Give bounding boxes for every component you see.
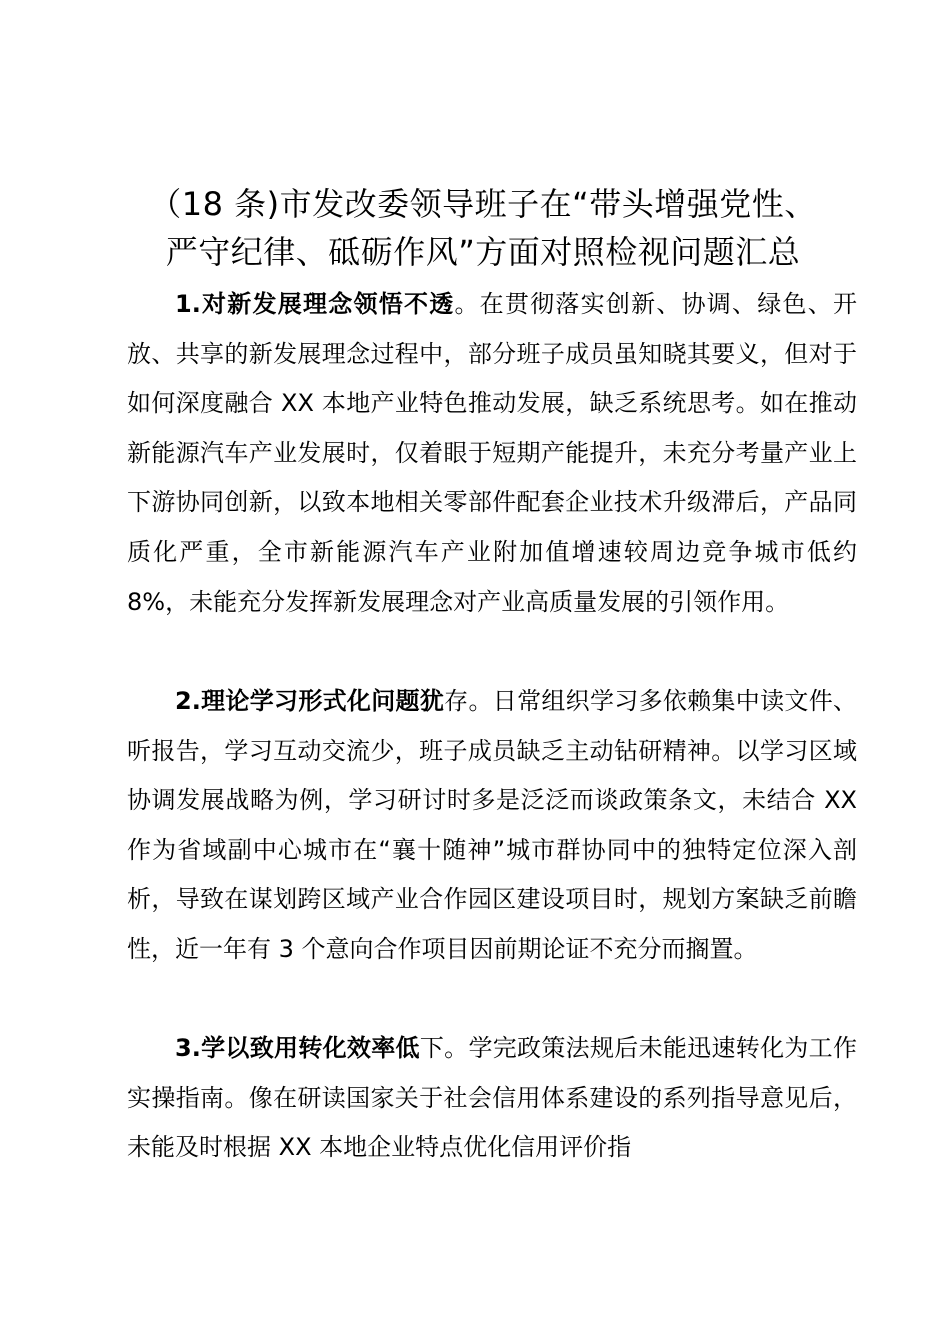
paragraph-2-body: 存。日常组织学习多依赖集中读文件、听报告，学习互动交流少，班子成员缺乏主动钻研精神。以学习区域协调发展战略为例，学习研讨时多是泛泛而谈政策条文，未结合 XX 作为省域副中心城市在“襄十随神”城市群协同中的独特定位深入剖析，导致在谋划跨区域产业合作园区建设项目时，规划方案缺乏前瞻性，近一年有 3 个意向合作项目因前期论证不充分而搁置。 xyxy=(127,687,857,963)
paragraph-3-body: 下。学完政策法规后未能迅速转化为工作实操指南。像在研读国家关于社会信用体系建设的系列指导意见后，未能及时根据 XX 本地企业特点优化信用评价指 xyxy=(127,1034,857,1162)
paragraph-3-heading: 3.学以致用转化效率低 xyxy=(175,1034,420,1062)
paragraph-2 xyxy=(127,677,857,975)
title-line-2: 严守纪律、砥砺作风”方面对照检视问题汇总 xyxy=(165,233,801,271)
title-line-1: （18 条)市发改委领导班子在“带头增强党性、 xyxy=(149,185,817,223)
document-title xyxy=(118,180,848,276)
paragraph-1-heading: 1.对新发展理念领悟不透 xyxy=(175,290,455,318)
paragraph-1-body: 。在贯彻落实创新、协调、绿色、开放、共享的新发展理念过程中，部分班子成员虽知晓其要义，但对于如何深度融合 XX 本地产业特色推动发展，缺乏系统思考。如在推动新能源汽车产业发展时，仅着眼于短期产能提升，未充分考量产业上下游协同创新，以致本地相关零部件配套企业技术升级滞后，产品同质化严重，全市新能源汽车产业附加值增速较周边竞争城市低约 8%，未能充分发挥新发展理念对产业高质量发展的引领作用。 xyxy=(127,290,857,616)
paragraph-1 xyxy=(127,280,857,627)
paragraph-2-heading: 2.理论学习形式化问题犹 xyxy=(175,687,445,715)
paragraph-3 xyxy=(127,1024,857,1173)
